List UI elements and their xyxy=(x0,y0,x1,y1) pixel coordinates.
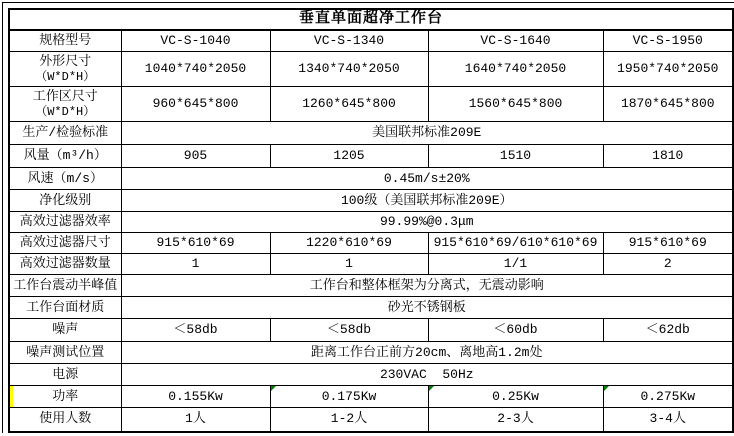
value-cell: 1260*645*800 xyxy=(270,87,428,122)
spec-table xyxy=(8,8,734,433)
value-cell: VC-S-1950 xyxy=(603,30,733,52)
table-row xyxy=(9,145,733,168)
value-cell: 2 xyxy=(603,254,733,275)
row-label-cell: 规格型号 xyxy=(9,30,121,52)
value-cell: 2-3人 xyxy=(428,408,603,432)
value-cell: 960*645*800 xyxy=(121,87,270,122)
value-cell: ＜60db xyxy=(428,319,603,342)
value-cell: 915*610*69 xyxy=(121,233,270,254)
value-cell: ＜62db xyxy=(603,319,733,342)
value-cell: 0.175Kw xyxy=(270,386,428,408)
table-row xyxy=(9,408,733,432)
row-label-cell: 高效过滤器效率 xyxy=(9,212,121,233)
table-row xyxy=(9,297,733,319)
comment-indicator-icon xyxy=(429,386,434,391)
row-label-cell: 净化级别 xyxy=(9,190,121,212)
comment-indicator-icon xyxy=(604,386,609,391)
row-label-cell: 使用人数 xyxy=(9,408,121,432)
value-cell: VC-S-1640 xyxy=(428,30,603,52)
span-value-cell: 美国联邦标准209E xyxy=(121,122,733,145)
table-row xyxy=(9,87,733,122)
value-cell: ＜58db xyxy=(270,319,428,342)
span-value-cell: 砂光不锈钢板 xyxy=(121,297,733,319)
table-row xyxy=(9,233,733,254)
value-cell: 915*610*69/610*610*69 xyxy=(428,233,603,254)
value-cell: 1870*645*800 xyxy=(603,87,733,122)
table-row xyxy=(9,319,733,342)
value-cell: 3-4人 xyxy=(603,408,733,432)
row-label-cell: 风量（m³/h） xyxy=(9,145,121,168)
row-sublabel: （W*D*H） xyxy=(35,104,96,119)
value-cell: 905 xyxy=(121,145,270,168)
span-value-cell: 230VAC 50Hz xyxy=(121,364,733,386)
value-cell: VC-S-1340 xyxy=(270,30,428,52)
row-sublabel: （W*D*H） xyxy=(35,69,96,84)
row-label-cell: 噪声 xyxy=(9,319,121,342)
value-cell: 1950*740*2050 xyxy=(603,52,733,87)
value-cell: 1340*740*2050 xyxy=(270,52,428,87)
table-row xyxy=(9,190,733,212)
row-label-cell xyxy=(9,52,121,87)
value-cell: 1810 xyxy=(603,145,733,168)
table-row xyxy=(9,275,733,297)
row-label-cell: 电源 xyxy=(9,364,121,386)
row-label: 工作区尺寸 xyxy=(32,88,98,104)
value-cell: 1/1 xyxy=(428,254,603,275)
table-title: 垂直单面超净工作台 xyxy=(9,9,733,30)
value-cell: 1640*740*2050 xyxy=(428,52,603,87)
row-label-cell xyxy=(9,87,121,122)
table-row xyxy=(9,168,733,190)
span-value-cell: 工作台和整体框架为分离式，无震动影响 xyxy=(121,275,733,297)
span-value-cell: 0.45m/s±20% xyxy=(121,168,733,190)
value-cell: 1220*610*69 xyxy=(270,233,428,254)
row-label-cell: 工作台震动半峰值 xyxy=(9,275,121,297)
span-value-cell: 距离工作台正前方20cm、离地高1.2m处 xyxy=(121,342,733,364)
row-label-cell: 高效过滤器尺寸 xyxy=(9,233,121,254)
value-cell: 1 xyxy=(270,254,428,275)
value-cell: 0.155Kw xyxy=(121,386,270,408)
row-label-cell: 工作台面材质 xyxy=(9,297,121,319)
table-row xyxy=(9,30,733,52)
value-cell: 1 xyxy=(121,254,270,275)
table-row xyxy=(9,342,733,364)
row-label-cell: 生产/检验标准 xyxy=(9,122,121,145)
span-value-cell: 99.99%@0.3μm xyxy=(121,212,733,233)
table-row xyxy=(9,122,733,145)
value-cell: 0.275Kw xyxy=(603,386,733,408)
span-value-cell: 100级（美国联邦标准209E） xyxy=(121,190,733,212)
comment-indicator-icon xyxy=(271,386,276,391)
value-cell: VC-S-1040 xyxy=(121,30,270,52)
row-label-cell: 风速（m/s） xyxy=(9,168,121,190)
value-cell: 1205 xyxy=(270,145,428,168)
value-cell: 0.25Kw xyxy=(428,386,603,408)
row-label-cell-highlighted: 功率 xyxy=(9,386,121,408)
table-row xyxy=(9,364,733,386)
table-title-row xyxy=(9,9,733,30)
table-row xyxy=(9,386,733,408)
table-row xyxy=(9,52,733,87)
value-cell: 1人 xyxy=(121,408,270,432)
row-label-cell: 噪声测试位置 xyxy=(9,342,121,364)
row-label-cell: 高效过滤器数量 xyxy=(9,254,121,275)
value-cell: 1510 xyxy=(428,145,603,168)
value-cell: 915*610*69 xyxy=(603,233,733,254)
value-cell: 1-2人 xyxy=(270,408,428,432)
value-cell: ＜58db xyxy=(121,319,270,342)
table-row xyxy=(9,212,733,233)
value-cell: 1560*645*800 xyxy=(428,87,603,122)
value-cell: 1040*740*2050 xyxy=(121,52,270,87)
row-label: 外形尺寸 xyxy=(39,53,92,69)
table-row xyxy=(9,254,733,275)
